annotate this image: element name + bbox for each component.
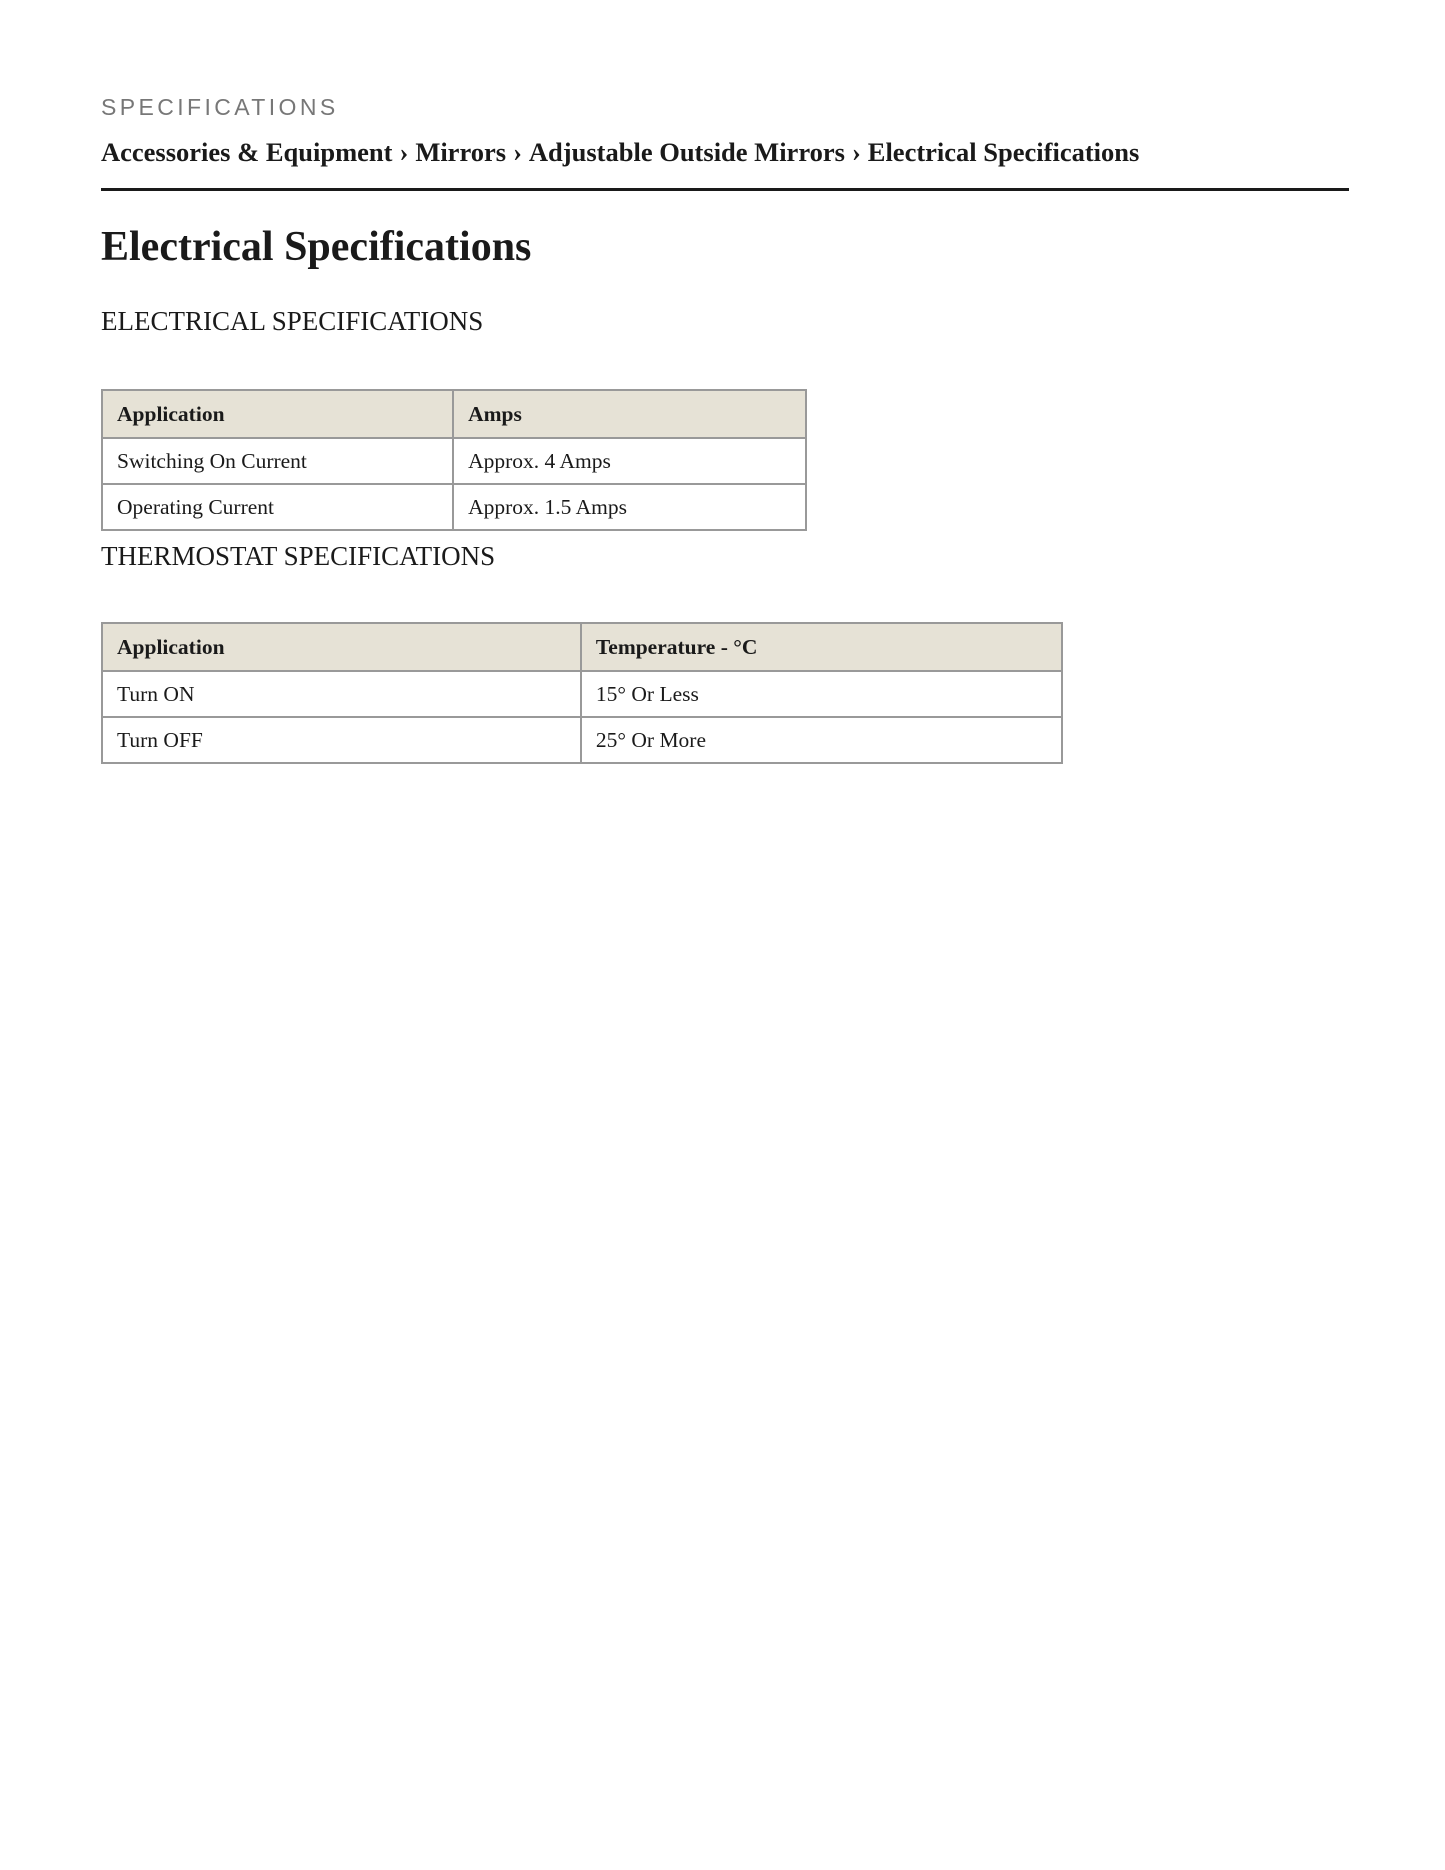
breadcrumb-separator: ›: [851, 137, 861, 167]
table-cell: Operating Current: [102, 484, 453, 530]
table-row: [102, 484, 806, 530]
breadcrumb-separator: ›: [399, 137, 409, 167]
table-cell: 15° Or Less: [581, 671, 1062, 717]
electrical-specs-table: [101, 389, 807, 531]
table-header-row: [102, 623, 1062, 671]
breadcrumb: [101, 137, 1139, 168]
section-heading-thermostat: THERMOSTAT SPECIFICATIONS: [101, 541, 496, 571]
breadcrumb-separator: ›: [513, 137, 522, 167]
page-title: Electrical Specifications: [101, 224, 532, 270]
table-cell: Switching On Current: [102, 438, 453, 484]
table-row: [102, 438, 806, 484]
column-header: Temperature - °C: [581, 623, 1062, 671]
breadcrumb-item-current: Electrical Specifications: [867, 137, 1140, 167]
header-divider: [101, 188, 1349, 191]
table-cell: Turn OFF: [102, 717, 581, 763]
table-header-row: [102, 390, 806, 438]
table-cell: Turn ON: [102, 671, 581, 717]
breadcrumb-item-adjustable-outside-mirrors[interactable]: Adjustable Outside Mirrors: [528, 137, 845, 167]
column-header: Amps: [453, 390, 806, 438]
breadcrumb-item-accessories[interactable]: Accessories & Equipment: [101, 137, 393, 167]
table-cell: Approx. 4 Amps: [453, 438, 806, 484]
column-header: Application: [102, 623, 581, 671]
thermostat-specs-table: [101, 622, 1063, 764]
table-row: [102, 671, 1062, 717]
section-label: SPECIFICATIONS: [101, 94, 339, 120]
table-cell: Approx. 1.5 Amps: [453, 484, 806, 530]
breadcrumb-item-mirrors[interactable]: Mirrors: [415, 137, 507, 167]
table-row: [102, 717, 1062, 763]
table-cell: 25° Or More: [581, 717, 1062, 763]
column-header: Application: [102, 390, 453, 438]
section-heading-electrical: ELECTRICAL SPECIFICATIONS: [101, 306, 484, 336]
